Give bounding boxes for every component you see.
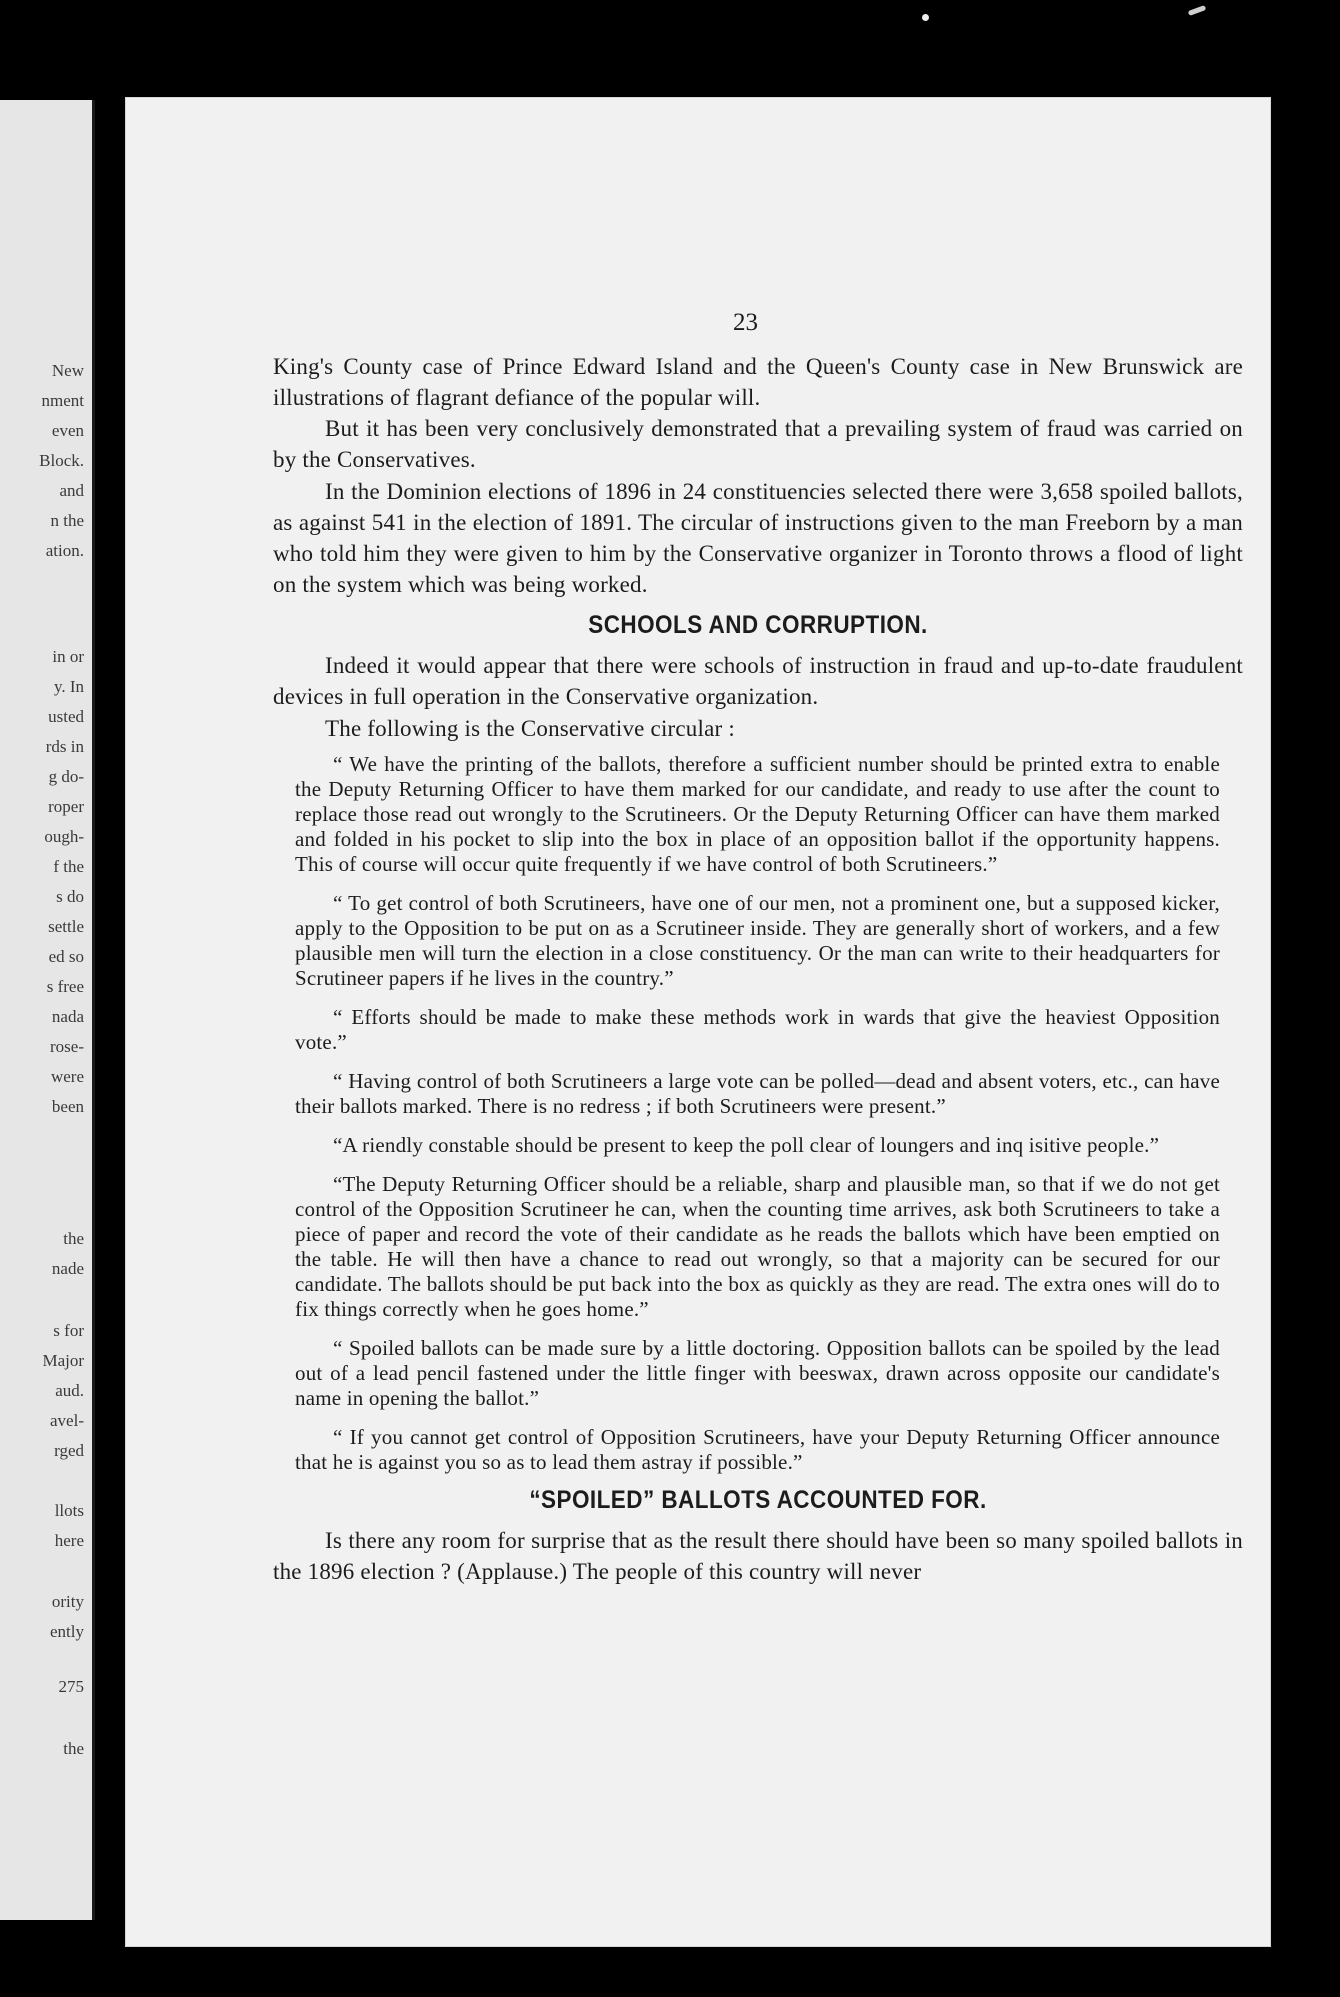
prev-page-fragment: the	[63, 1739, 84, 1758]
paragraph: King's County case of Prince Edward Island and the Queen's County case in New Brunswick are illustrations of flagrant defiance of the popular will.	[273, 354, 1243, 410]
prev-page-fragment: been	[51, 1097, 84, 1116]
prev-page-fragment: settle	[48, 917, 84, 936]
prev-page-fragment: 275	[58, 1677, 84, 1696]
prev-page-fragment: Major	[42, 1351, 84, 1370]
prev-page-fragment: nment	[41, 391, 84, 410]
prev-page-fragment: s for	[53, 1321, 84, 1340]
prev-page-fragment: f the	[53, 857, 84, 876]
prev-page-fragment: and	[59, 481, 84, 500]
prev-page-fragment: nade	[51, 1259, 84, 1278]
circular-quote: “ Having control of both Scrutineers a large vote can be polled—dead and absent voters, etc., can have their ballots marked. There is no redress ; if both Scrutineers were present.”	[295, 1069, 1220, 1118]
prev-page-fragment: llots	[54, 1501, 84, 1520]
circular-quote-block	[295, 752, 1220, 1475]
paragraph: In the Dominion elections of 1896 in 24 constituencies selected there were 3,658 spoiled ballots, as against 541 in the election of 1891. The circular of instructions given to the man Freeborn by a man who told him they were given to him by the Conservative organizer in Toronto throws a flood of light on the system which was being worked.	[273, 479, 1243, 597]
scanned-page	[125, 97, 1271, 1947]
prev-page-fragment: rged	[54, 1441, 84, 1460]
prev-page-fragment: ation.	[45, 541, 84, 560]
prev-page-fragment: usted	[48, 707, 84, 726]
prev-page-fragment: here	[54, 1531, 84, 1550]
prev-page-fragment: avel-	[50, 1411, 84, 1430]
prev-page-fragment: ough-	[44, 827, 84, 846]
circular-quote: “The Deputy Returning Officer should be a reliable, sharp and plausible man, so that if we do not get control of the Opposition Scrutineer he can, when the counting time arrives, ask both Scrutineers to take a piece of paper and record the vote of their candidate as he reads the ballots which have been emptied on the table. He will then have a chance to read out wrongly, so that a majority can be secured for our candidate. The ballots should be put back into the box as quickly as they are read. The extra ones will do to fix things correctly when he goes home.”	[295, 1172, 1220, 1321]
section-heading-spoiled-ballots: “SPOILED” BALLOTS ACCOUNTED FOR.	[529, 1486, 987, 1514]
prev-page-fragment: Block.	[39, 451, 84, 470]
prev-page-fragment: in or	[52, 647, 84, 666]
prev-page-fragment: New	[51, 361, 84, 380]
prev-page-fragment: ed so	[48, 947, 84, 966]
prev-page-fragment: rose-	[50, 1037, 84, 1056]
page-body	[273, 351, 1243, 1588]
paragraph: The following is the Conservative circular :	[325, 716, 735, 741]
circular-quote: “ If you cannot get control of Opposition Scrutineers, have your Deputy Returning Officer announce that he is against you so as to lead them astray if possible.”	[295, 1425, 1220, 1474]
prev-page-fragment: the	[63, 1229, 84, 1248]
scan-dust-speck	[1188, 5, 1207, 16]
prev-page-fragment: n the	[50, 511, 84, 530]
previous-page-edge	[0, 100, 95, 1920]
circular-quote: “ Spoiled ballots can be made sure by a little doctoring. Opposition ballots can be spoiled by the lead out of a lead pencil fastened under the little finger with beeswax, drawn across opposite our candidate's name in opening the ballot.”	[295, 1336, 1220, 1410]
page-number: 23	[733, 309, 758, 336]
scan-dust-speck	[922, 14, 929, 21]
prev-page-fragment: s free	[46, 977, 84, 996]
paragraph: But it has been very conclusively demonstrated that a prevailing system of fraud was carried on by the Conservatives.	[273, 416, 1243, 472]
circular-quote: “A riendly constable should be present to keep the poll clear of loungers and inq isitive people.”	[333, 1133, 1160, 1157]
prev-page-fragment: roper	[48, 797, 84, 816]
prev-page-fragment: y. In	[53, 677, 84, 696]
prev-page-fragment: were	[50, 1067, 84, 1086]
prev-page-fragment: rds in	[45, 737, 84, 756]
prev-page-fragment: g do-	[48, 767, 84, 786]
section-heading-schools: SCHOOLS AND CORRUPTION.	[588, 611, 928, 639]
prev-page-fragment: ently	[50, 1622, 84, 1641]
prev-page-fragment: ority	[51, 1592, 84, 1611]
paragraph: Is there any room for surprise that as the result there should have been so many spoiled ballots in the 1896 election ? (Applause.) The people of this country will never	[273, 1528, 1243, 1584]
circular-quote: “ To get control of both Scrutineers, have one of our men, not a prominent one, but a supposed kicker, apply to the Opposition to be put on as a Scrutineer inside. They are generally short of workers, and a few plausible men will turn the election in a close constituency. Or the man can write to their headquarters for Scrutineer papers if he lives in the country.”	[295, 891, 1220, 990]
paragraph: Indeed it would appear that there were schools of instruction in fraud and up-to-date fraudulent devices in full operation in the Conservative organization.	[273, 653, 1243, 709]
circular-quote: “ We have the printing of the ballots, therefore a sufficient number should be printed extra to enable the Deputy Returning Officer to have them marked for our candidate, and ready to use after the count to replace those read out wrongly to the Scrutineers. Or the Deputy Returning Officer can have them marked and folded in his pocket to slip into the box in place of an opposition ballot if the opportunity happens. This of course will occur quite frequently if we have control of both Scrutineers.”	[295, 752, 1220, 876]
circular-quote: “ Efforts should be made to make these methods work in wards that give the heaviest Opposition vote.”	[295, 1005, 1220, 1054]
prev-page-fragment: aud.	[55, 1381, 84, 1400]
prev-page-fragment: nada	[51, 1007, 84, 1026]
prev-page-fragment: even	[51, 421, 84, 440]
prev-page-fragment: s do	[56, 887, 84, 906]
